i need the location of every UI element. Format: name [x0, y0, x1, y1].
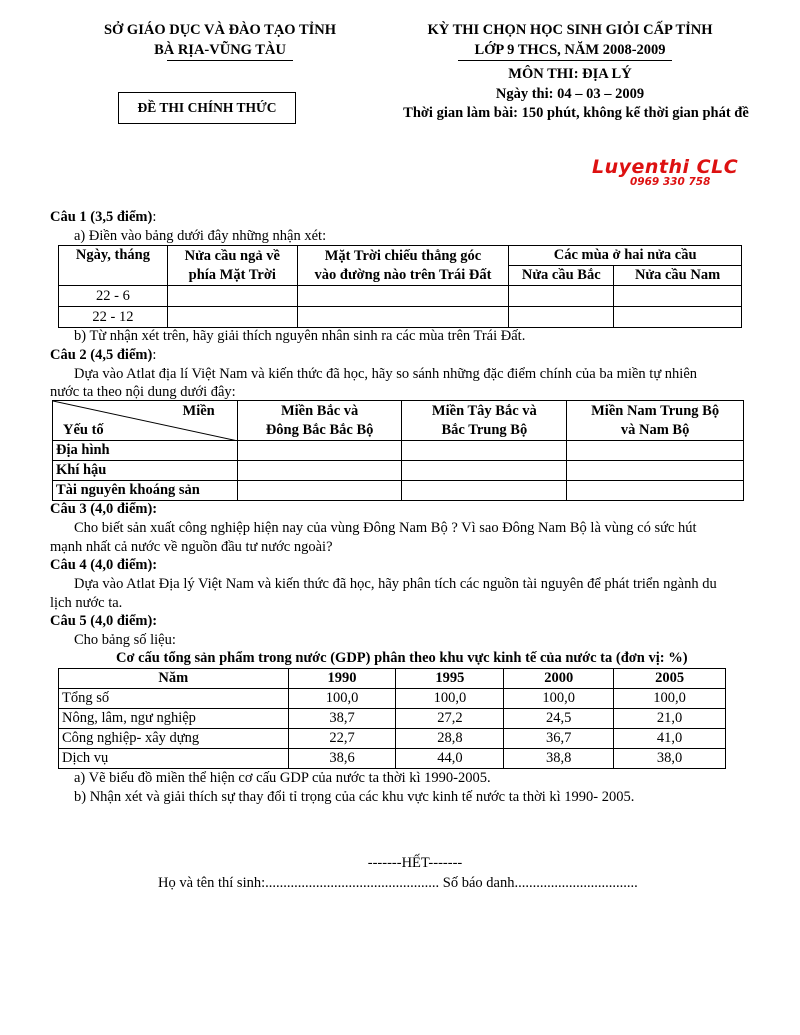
department-line-1: SỞ GIÁO DỤC VÀ ĐÀO TẠO TỈNH [103, 22, 337, 38]
table-row [59, 729, 726, 749]
q5-cell: 38,6 [288, 749, 396, 769]
table-row [59, 749, 726, 769]
q2-header-region-2-l2: Bắc Trung Bộ [441, 421, 528, 438]
q5-table-title: Cơ cấu tổng sản phẩm trong nước (GDP) phân theo khu vực kinh tế của nước ta (đơn vị: %) [116, 650, 688, 666]
q4-title: Câu 4 (4,0 điểm): [50, 557, 158, 573]
exam-date: Ngày thi: 04 – 03 – 2009 [495, 86, 645, 102]
q1-header-sun [297, 246, 509, 286]
q2-text-line-2: nước ta theo nội dung dưới đây: [50, 384, 236, 400]
q1-title-suffix: : [152, 209, 157, 225]
brand-phone: 0969 330 758 [630, 176, 711, 188]
q5-cell: 41,0 [614, 729, 726, 749]
q5-cell: 22,7 [288, 729, 396, 749]
q1-answer-cell [509, 307, 614, 328]
q1-header-hemisphere-l1: Nửa cầu ngả về [184, 247, 280, 264]
q5-cell: 21,0 [614, 709, 726, 729]
q2-header-region-2-l1: Miền Tây Bắc và [431, 402, 537, 419]
q5-part-b: b) Nhận xét và giải thích sự thay đổi tỉ trọng của các khu vực kinh tế nước ta thời kì 1990- 2005. [74, 789, 635, 805]
q1-part-a: a) Điền vào bảng dưới đây những nhận xét: [74, 228, 327, 244]
q1-title: Câu 1 (3,5 điểm) [50, 209, 153, 225]
q3-text-line-1: Cho biết sản xuất công nghiệp hiện nay của vùng Đông Nam Bộ ? Vì sao Đông Nam Bộ là vùng có sức hút [74, 520, 697, 536]
q1-header-sun-l1: Mặt Trời chiếu thẳng góc [324, 247, 482, 264]
q2-heading [50, 346, 156, 365]
exam-grade-year: LỚP 9 THCS, NĂM 2008-2009 [474, 42, 666, 58]
q2-answer-cell [567, 441, 744, 461]
q5-row-label: Tổng số [59, 689, 289, 709]
q2-row-label: Tài nguyên khoáng sản [53, 481, 238, 501]
q5-cell: 28,8 [396, 729, 504, 749]
brand-logo-text: Luyenthi CLC [592, 156, 739, 178]
q1-header-hemisphere-l2: phía Mặt Trời [188, 266, 276, 283]
q4-text-line-1: Dựa vào Atlat Địa lý Việt Nam và kiến thức đã học, hãy phân tích các nguồn tài nguyên để phát triển ngành du [74, 576, 717, 592]
q1-part-b: b) Từ nhận xét trên, hãy giải thích nguyên nhân sinh ra các mùa trên Trái Đất. [74, 328, 526, 344]
q5-row-label: Dịch vụ [59, 749, 289, 769]
q2-answer-cell [567, 461, 744, 481]
official-exam-box [118, 92, 296, 124]
q3-text-line-2: mạnh nhất cả nước về nguồn đầu tư nước ngoài? [50, 539, 333, 555]
exam-title: KỲ THI CHỌN HỌC SINH GIỎI CẤP TỈNH [427, 22, 713, 38]
q1-table [58, 245, 742, 328]
q2-answer-cell [237, 441, 402, 461]
exam-duration: Thời gian làm bài: 150 phút, không kể thời gian phát đề [403, 105, 749, 121]
table-row [59, 709, 726, 729]
table-row [53, 481, 744, 501]
q2-answer-cell [237, 461, 402, 481]
table-row [53, 441, 744, 461]
q5-header-col: 2000 [504, 669, 614, 689]
q2-corner-bottom: Yếu tố [63, 422, 104, 438]
q5-cell: 100,0 [504, 689, 614, 709]
q2-header-region-3-l1: Miền Nam Trung Bộ [591, 402, 720, 419]
q5-header-row [59, 669, 726, 689]
q1-header-north: Nửa cầu Bắc [509, 266, 614, 286]
q5-intro: Cho bảng số liệu: [74, 632, 176, 648]
q5-table [58, 668, 726, 769]
q1-answer-cell [297, 286, 509, 307]
q1-header-seasons: Các mùa ở hai nửa cầu [509, 246, 742, 266]
q2-text-line-1: Dựa vào Atlat địa lí Việt Nam và kiến thức đã học, hãy so sánh những đặc điểm chính của ba miền tự nhiên [74, 366, 698, 382]
table-row [59, 307, 742, 328]
q2-answer-cell [402, 441, 567, 461]
q5-header-col: 1990 [288, 669, 396, 689]
department-line-2: BÀ RỊA-VŨNG TÀU [154, 42, 286, 58]
q2-answer-cell [402, 461, 567, 481]
q1-header-south: Nửa cầu Nam [614, 266, 742, 286]
q5-row-label: Công nghiệp- xây dựng [59, 729, 289, 749]
q3-title: Câu 3 (4,0 điểm): [50, 501, 158, 517]
department-name [60, 20, 380, 60]
q5-cell: 38,8 [504, 749, 614, 769]
q1-heading [50, 208, 156, 227]
q2-answer-cell [402, 481, 567, 501]
q2-title: Câu 2 (4,5 điểm) [50, 347, 153, 363]
q2-corner-top: Miền [182, 403, 215, 419]
q2-header-region-3-l2: và Nam Bộ [620, 421, 690, 438]
q2-answer-cell [237, 481, 402, 501]
q2-header-region-1 [237, 401, 402, 441]
official-exam-label: ĐỀ THI CHÍNH THỨC [137, 100, 277, 115]
q5-cell: 100,0 [396, 689, 504, 709]
q1-answer-cell [167, 307, 297, 328]
q1-answer-cell [167, 286, 297, 307]
q1-answer-cell [509, 286, 614, 307]
q2-header-region-3 [567, 401, 744, 441]
q5-cell: 24,5 [504, 709, 614, 729]
q2-header-region-1-l2: Đông Bắc Bắc Bộ [265, 421, 374, 438]
q2-header-region-2 [402, 401, 567, 441]
q1-answer-cell [614, 286, 742, 307]
header-underline-right [458, 60, 672, 61]
q5-part-a: a) Vẽ biểu đồ miền thể hiện cơ cấu GDP của nước ta thời kì 1990-2005. [74, 770, 491, 786]
header-underline-left [167, 60, 293, 61]
q2-row-label: Khí hậu [53, 461, 238, 481]
q5-cell: 38,0 [614, 749, 726, 769]
q5-row-label: Nông, lâm, ngư nghiệp [59, 709, 289, 729]
q1-row-date: 22 - 6 [59, 286, 168, 307]
q5-cell: 100,0 [288, 689, 396, 709]
q5-cell: 36,7 [504, 729, 614, 749]
q1-answer-cell [297, 307, 509, 328]
exam-info [385, 20, 755, 104]
q2-title-suffix: : [152, 347, 157, 363]
q5-cell: 100,0 [614, 689, 726, 709]
q1-answer-cell [614, 307, 742, 328]
q2-corner-cell [53, 401, 238, 441]
q5-cell: 44,0 [396, 749, 504, 769]
q4-text-line-2: lịch nước ta. [50, 595, 123, 611]
q2-header-region-1-l1: Miền Bắc và [280, 402, 359, 419]
table-row [59, 689, 726, 709]
q1-header-hemisphere [167, 246, 297, 286]
exam-subject: MÔN THI: ĐỊA LÝ [508, 66, 632, 82]
q2-row-label: Địa hình [53, 441, 238, 461]
table-row [53, 461, 744, 481]
end-marker: -------HẾT------- [367, 855, 463, 871]
q5-cell: 27,2 [396, 709, 504, 729]
q2-table [52, 400, 744, 501]
q2-answer-cell [567, 481, 744, 501]
q1-row-date: 22 - 12 [59, 307, 168, 328]
table-row [59, 286, 742, 307]
q5-header-col: 2005 [614, 669, 726, 689]
q5-title: Câu 5 (4,0 điểm): [50, 613, 158, 629]
q1-header-sun-l2: vào đường nào trên Trái Đất [314, 266, 492, 283]
candidate-info-line: Họ và tên thí sinh:................................................ Số báo danh.................................. [158, 875, 638, 891]
q5-cell: 38,7 [288, 709, 396, 729]
q5-header-year: Năm [59, 669, 289, 689]
q1-header-day: Ngày, tháng [59, 246, 168, 286]
q5-header-col: 1995 [396, 669, 504, 689]
